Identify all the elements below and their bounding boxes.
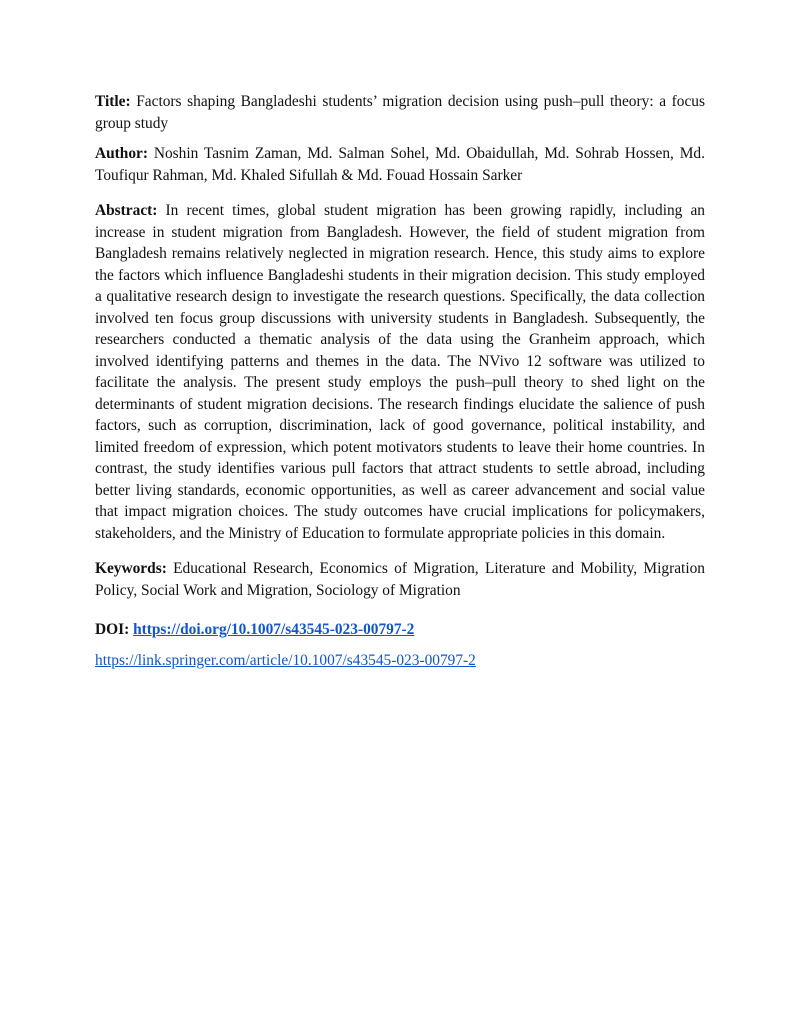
keywords-paragraph: [95, 558, 705, 601]
author-text: Noshin Tasnim Zaman, Md. Salman Sohel, Md. Obaidullah, Md. Sohrab Hossen, Md. Toufiqur Rahman, Md. Khaled Sifullah & Md. Fouad Hossain Sarker: [95, 145, 705, 184]
document-page: [95, 91, 705, 671]
article-link-paragraph: [95, 650, 705, 672]
title-paragraph: [95, 91, 705, 134]
abstract-label: Abstract:: [95, 202, 158, 219]
article-link[interactable]: https://link.springer.com/article/10.1007/s43545-023-00797-2: [95, 651, 476, 669]
abstract-text: In recent times, global student migration has been growing rapidly, including an increase in student migration from Bangladesh. However, the field of student migration from Bangladesh remains relatively neglected in migration research. Hence, this study aims to explore the factors which influence Bangladeshi students in their migration decision. This study employed a qualitative research design to investigate the research questions. Specifically, the data collection involved ten focus group discussions with university students in Bangladesh. Subsequently, the researchers conducted a thematic analysis of the data using the Granheim approach, which involved identifying patterns and themes in the data. The NVivo 12 software was utilized to facilitate the analysis. The present study employs the push–pull theory to shed light on the determinants of student migration decisions. The research findings elucidate the salience of push factors, such as corruption, discrimination, lack of good governance, political instability, and limited freedom of expression, which potent motivators students to leave their home countries. In contrast, the study identifies various pull factors that attract students to settle abroad, including better living standards, economic opportunities, as well as career advancement and social value that impact migration choices. The study outcomes have crucial implications for policymakers, stakeholders, and the Ministry of Education to formulate appropriate policies in this domain.: [95, 202, 705, 542]
doi-link[interactable]: https://doi.org/10.1007/s43545-023-00797-2: [133, 621, 415, 638]
doi-label: DOI:: [95, 621, 130, 638]
abstract-paragraph: [95, 200, 705, 544]
title-label: Title:: [95, 93, 131, 110]
keywords-label: Keywords:: [95, 560, 167, 577]
keywords-text: Educational Research, Economics of Migration, Literature and Mobility, Migration Policy, Social Work and Migration, Sociology of Migration: [95, 560, 705, 599]
title-text: Factors shaping Bangladeshi students’ migration decision using push–pull theory: a focus group study: [95, 93, 705, 132]
author-label: Author:: [95, 145, 149, 162]
author-paragraph: [95, 143, 705, 186]
doi-paragraph: [95, 619, 705, 641]
